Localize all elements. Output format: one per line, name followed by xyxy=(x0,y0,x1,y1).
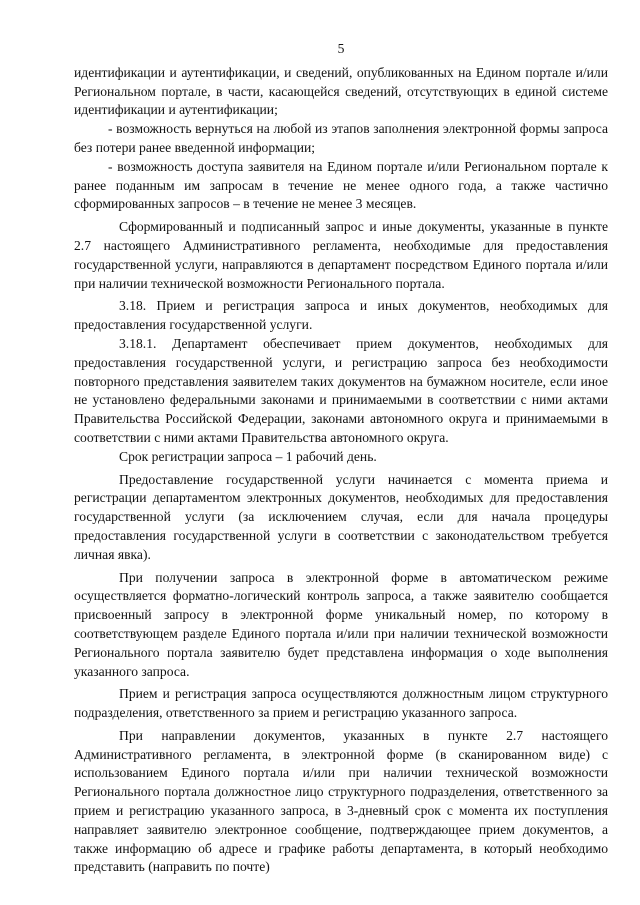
paragraph-responsible-official: Прием и регистрация запроса осуществляются должностным лицом структурного подразделения, ответственного за прием и регистрацию указанного запроса. xyxy=(74,686,608,721)
paragraph-bullet-return-to-stage: - возможность вернуться на любой из этапов заполнения электронной формы запроса без потери ранее введенной информации; xyxy=(74,121,608,155)
page-number: 5 xyxy=(337,41,345,56)
paragraph-bullet-access-to-requests: - возможность доступа заявителя на Едином портале и/или Региональном портале к ранее поданным им запросам в течение не менее одного года, а также частично сформированных запросов – в течение не менее 3 месяцев. xyxy=(74,158,608,212)
paragraph-service-start: Предоставление государственной услуги начинается с момента приема и регистрации департаментом электронных документов, необходимых для предоставления государственной услуги (за исключением случая, если для начала процедуры предоставления государственной услуги в соответствии с законодательством требуется личная явка). xyxy=(74,471,608,562)
paragraph-section-3-18: 3.18. Прием и регистрация запроса и иных документов, необходимых для предоставления государственной услуги. xyxy=(74,298,608,333)
paragraph-section-3-18-1: 3.18.1. Департамент обеспечивает прием документов, необходимых для предоставления государственной услуги, и регистрацию запроса без необходимости повторного представления заявителем таких документов на бумажном носителе, если иное не установлено федеральными законами и принимаемыми в соответствии с ними актами Правительства Российской Федерации, законами автономного округа и принимаемыми в соответствии с ними актами Правительства автономного округа. xyxy=(74,335,608,445)
paragraph-electronic-documents: При направлении документов, указанных в пункте 2.7 настоящего Административного регламента, в электронной форме (в сканированном виде) с использованием Единого портала и/или при наличии технической возможности Регионального портала должностное лицо структурного подразделения, ответственного за прием и регистрацию указанного запроса, в 3-дневный срок с момента их поступления направляет заявителю электронное сообщение, подтверждающее прием документов, а также информацию об адресе и графике работы департамента, в который необходимо представить (направить по почте) xyxy=(74,727,608,875)
paragraph-registration-term: Срок регистрации запроса – 1 рабочий день. xyxy=(119,448,377,464)
paragraph-format-logic-control: При получении запроса в электронной форме в автоматическом режиме осуществляется форматно-логический контроль запроса, а также заявителю сообщается присвоенный запросу в электронной форме уникальный номер, по которому в соответствующем разделе Единого портала и/или при наличии технической возможности Регионального портала заявителю будет представлена информация о ходе выполнения указанного запроса. xyxy=(74,569,608,679)
paragraph-signed-request-sent: Сформированный и подписанный запрос и иные документы, указанные в пункте 2.7 настоящего Административного регламента, необходимые для предоставления государственной услуги, направляются в департамент посредством Единого портала и/или при наличии технической возможности Регионального портала. xyxy=(74,219,608,291)
paragraph-identification-continuation: идентификации и аутентификации, и сведений, опубликованных на Едином портале и/или Региональном портале, в части, касающейся сведений, отсутствующих в единой системе идентификации и аутентификации; xyxy=(74,64,608,118)
